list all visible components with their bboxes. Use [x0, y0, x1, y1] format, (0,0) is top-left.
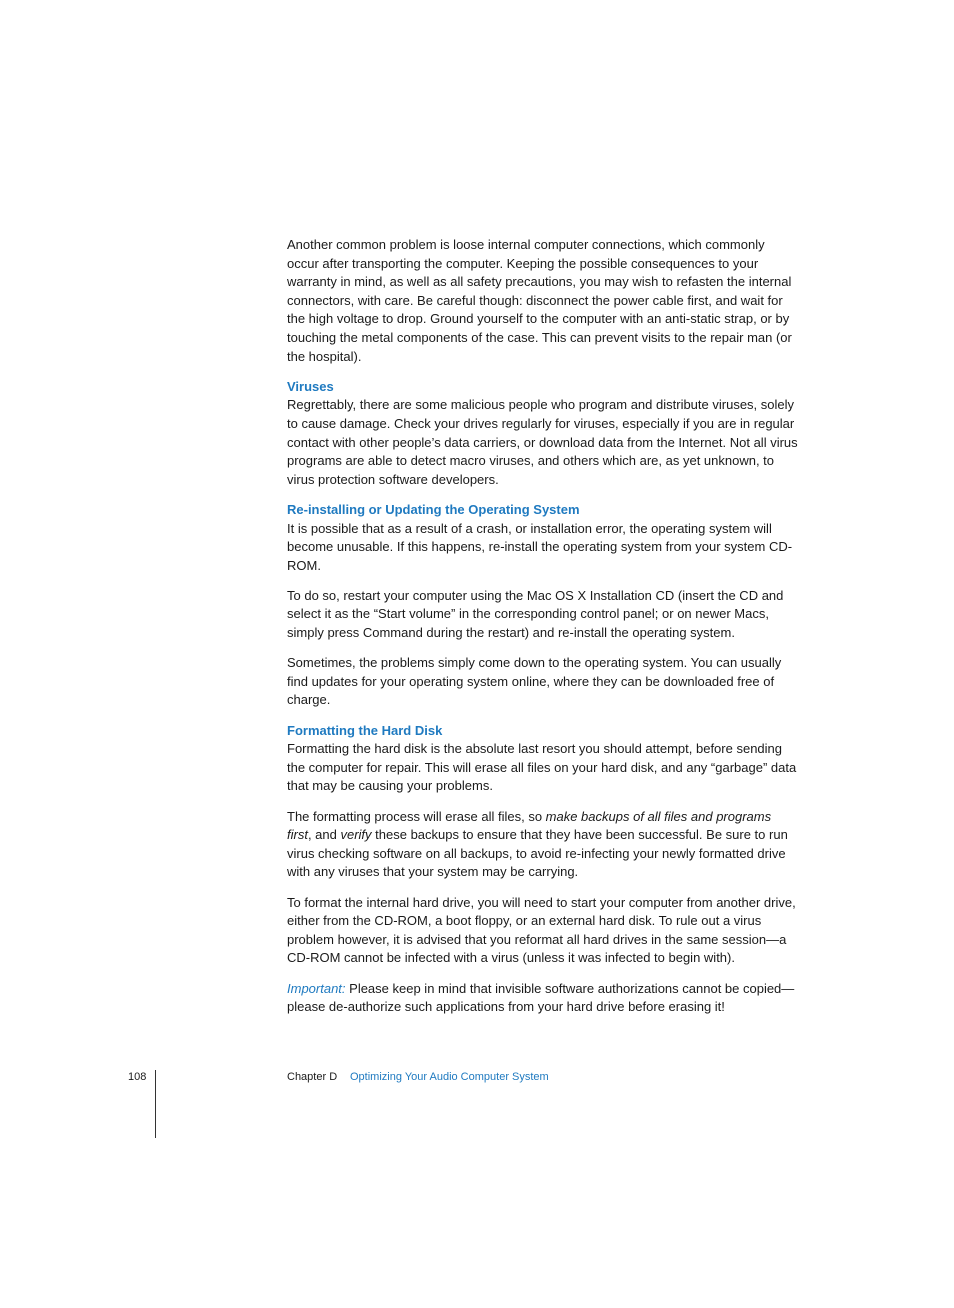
page-content	[287, 236, 799, 1028]
reinstalling-heading: Re-installing or Updating the Operating System	[287, 501, 580, 517]
reinstalling-paragraph-1: It is possible that as a result of a crash, or installation error, the operating system will become unusable. If this happens, re-install the operating system from your system CD-ROM.	[287, 520, 793, 573]
viruses-heading: Viruses	[287, 378, 334, 394]
formatting-paragraph-1: Formatting the hard disk is the absolute last resort you should attempt, before sending the computer for repair. This will erase all files on your hard disk, and any “garbage” data that may be causing your problems.	[287, 741, 797, 794]
intro-paragraph: Another common problem is loose internal computer connections, which commonly occur after transporting the computer. Keeping the possible consequences to your warranty in mind, as well as all safety precautions, you may wish to refasten the internal connectors, with care. Be careful though: disconnect the power cable first, and wait for the high voltage to drop. Ground yourself to the computer with an anti-static strap, or by touching the metal components of the case. This can prevent visits to the repair man (or the hospital).	[287, 237, 792, 364]
formatting-p2-emphasis-verify: verify	[340, 827, 372, 843]
footer-divider	[155, 1070, 156, 1138]
reinstalling-paragraph-3: Sometimes, the problems simply come down to the operating system. You can usually find updates for your operating system online, where they can be downloaded free of charge.	[287, 655, 782, 708]
chapter-label: Chapter D	[287, 1071, 338, 1083]
important-label: Important:	[287, 980, 346, 996]
important-text: Please keep in mind that invisible software authorizations cannot be copied—please de-authorize such applications from your hard drive before erasing it!	[287, 980, 795, 1015]
formatting-paragraph-3: To format the internal hard drive, you will need to start your computer from another drive, either from the CD-ROM, a boot floppy, or an external hard disk. To rule out a virus problem however, it is advised that you reformat all hard drives in the same session—a CD-ROM cannot be infected with a virus (unless it was infected to begin with).	[287, 894, 796, 966]
viruses-paragraph: Regrettably, there are some malicious people who program and distribute viruses, solely to cause damage. Check your drives regularly for viruses, especially if you are in regular contact with other people’s data carriers, or download data from the Internet. Not all virus programs are able to detect macro viruses, and others which are, as yet unknown, to virus protection software developers.	[287, 397, 798, 487]
formatting-p2-text-b: , and	[307, 827, 341, 843]
formatting-p2-emphasis-backups: make backups of all files and programs first	[287, 808, 772, 843]
formatting-paragraph-2	[287, 808, 799, 882]
chapter-title: Optimizing Your Audio Computer System	[350, 1071, 549, 1083]
important-note	[287, 980, 799, 1017]
formatting-heading: Formatting the Hard Disk	[287, 722, 443, 738]
formatting-p2-text-c: these backups to ensure that they have been successful. Be sure to run virus checking software on all backups, to avoid re-infecting your newly formatted drive with any viruses that your system may be carrying.	[287, 827, 788, 880]
formatting-p2-text-a: The formatting process will erase all files, so	[287, 808, 546, 824]
page-number: 108	[128, 1071, 147, 1083]
reinstalling-paragraph-2: To do so, restart your computer using the Mac OS X Installation CD (insert the CD and select it as the “Start volume” in the corresponding control panel; or on newer Macs, simply press Command during the restart) and re-install the operating system.	[287, 587, 784, 641]
